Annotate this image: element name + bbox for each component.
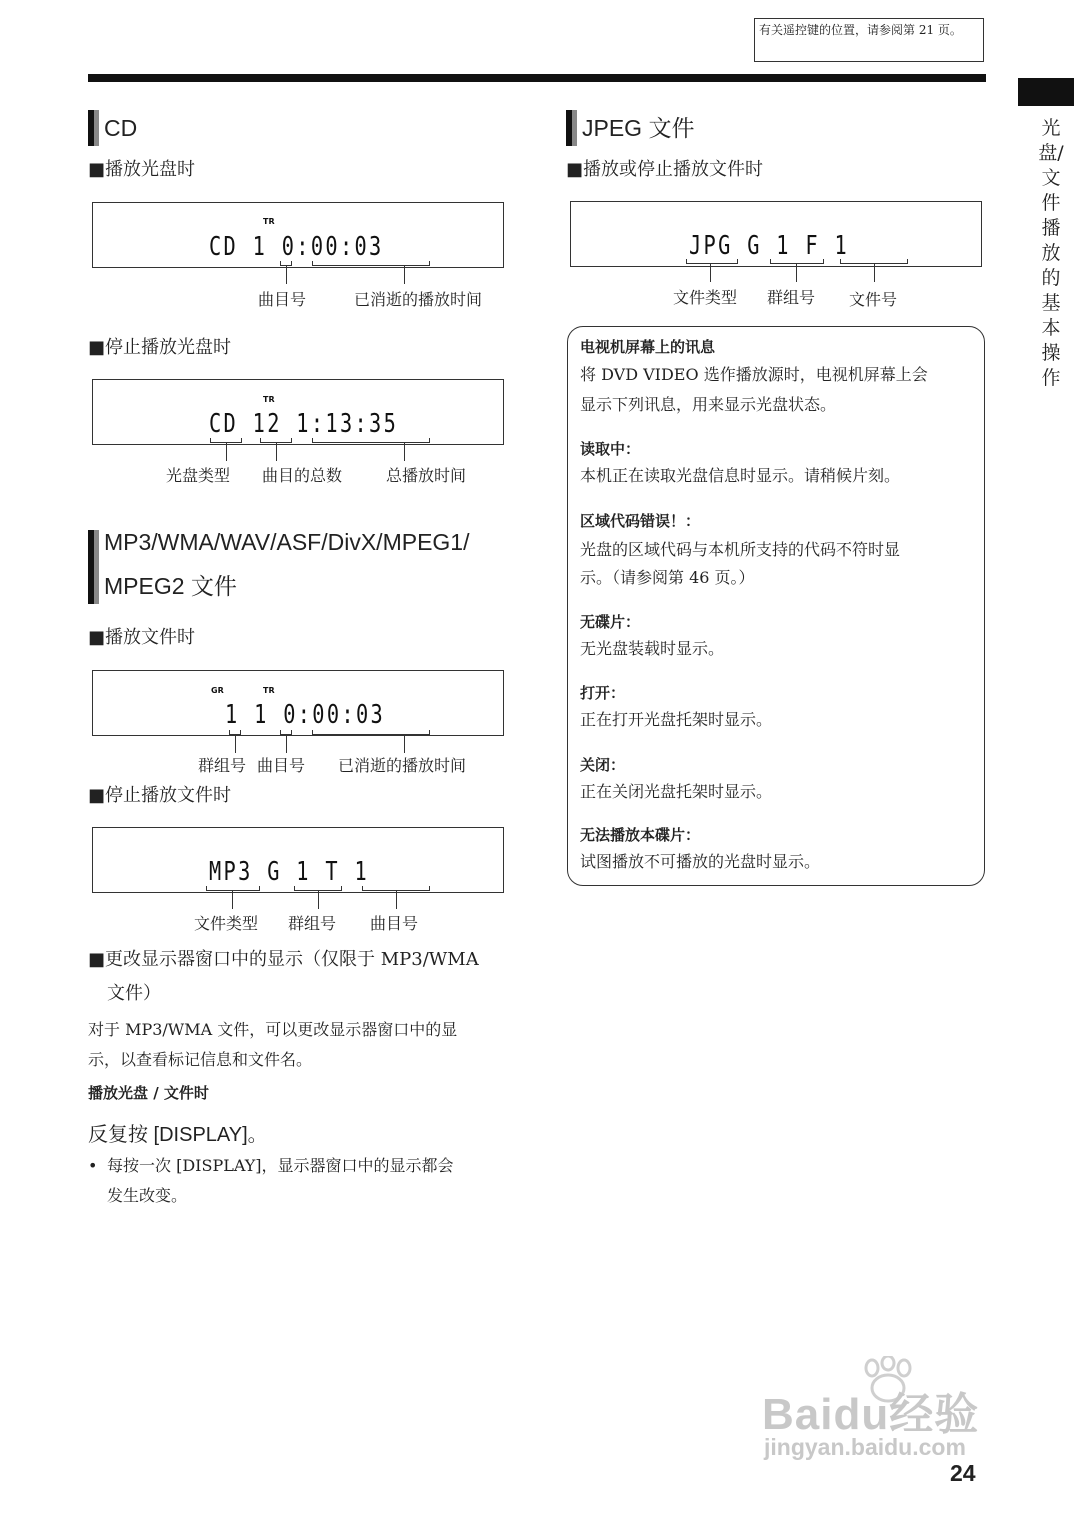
tv-intro-line2: 显示下列讯息，用来显示光盘状态。 <box>580 395 837 414</box>
leader-line <box>286 735 287 753</box>
label-total-tracks: 曲目的总数 <box>262 466 343 485</box>
display-readout: CD 12 1:13:35 <box>209 409 399 439</box>
section-title-line1: MP3/WMA/WAV/ASF/DivX/MPEG1/ <box>104 529 470 555</box>
leader-line <box>404 266 405 284</box>
msg-desc-reading: 本机正在读取光盘信息时显示。请稍候片刻。 <box>580 466 901 485</box>
tv-intro-line1: 将 DVD VIDEO 选作播放源时，电视机屏幕上会 <box>580 365 928 384</box>
label-track-number: 曲目号 <box>257 756 306 775</box>
top-rule <box>88 74 986 82</box>
display-readout: 1 1 0:00:03 <box>225 700 386 730</box>
display-jpeg <box>570 201 982 267</box>
section-title-line2: MPEG2 文件 <box>104 573 237 599</box>
msg-desc-close: 正在关闭光盘托架时显示。 <box>580 782 773 801</box>
leader-line <box>874 264 875 282</box>
page-number: 24 <box>950 1460 976 1486</box>
label-file-type: 文件类型 <box>194 914 259 933</box>
section-title-cd <box>88 106 137 150</box>
label-elapsed-time: 已消逝的播放时间 <box>354 290 483 309</box>
leader-line <box>404 735 405 753</box>
label-total-time: 总播放时间 <box>386 466 467 485</box>
label-disc-type: 光盘类型 <box>166 466 231 485</box>
tv-messages-title: 电视机屏幕上的讯息 <box>580 338 716 356</box>
leader-line <box>396 891 397 909</box>
leader-line <box>318 891 319 909</box>
bullet-line1: 每按一次 [DISPLAY]，显示器窗口中的显示都会 <box>107 1156 454 1175</box>
bracket <box>312 730 430 735</box>
leader-line <box>226 443 227 461</box>
page-reference-note: 有关遥控键的位置，请参阅第 21 页。 <box>754 18 984 62</box>
section-title-mp3 <box>88 520 469 608</box>
leader-line <box>232 891 233 909</box>
heading-jpeg: ■播放或停止播放文件时 <box>566 159 764 180</box>
bracket <box>312 261 430 266</box>
heading-mp3-stopped: ■停止播放文件时 <box>88 785 232 806</box>
step-instruction: 反复按 [DISPLAY]。 <box>88 1124 268 1146</box>
leader-line <box>404 443 405 461</box>
leader-line <box>796 264 797 282</box>
msg-name-open: 打开： <box>580 684 626 702</box>
msg-desc-open: 正在打开光盘托架时显示。 <box>580 710 773 729</box>
section-bar <box>566 110 577 146</box>
bracket <box>686 259 738 264</box>
msg-desc-no-disc: 无光盘装载时显示。 <box>580 639 725 658</box>
leader-line <box>286 266 287 284</box>
msg-desc-region-error-1: 光盘的区域代码与本机所支持的代码不符时显 <box>580 540 901 559</box>
display-readout: MP3 G 1 T 1 <box>209 857 370 887</box>
bracket <box>206 886 260 891</box>
section-title-text: CD <box>104 115 138 141</box>
change-body-line1: 对于 MP3/WMA 文件，可以更改显示器窗口中的显 <box>88 1020 458 1039</box>
heading-change-display-cont: 文件） <box>107 983 161 1004</box>
section-title-text: JPEG 文件 <box>582 115 695 141</box>
label-group-number: 群组号 <box>198 756 247 775</box>
watermark-brand: Baidu经验 <box>762 1390 980 1439</box>
heading-cd-stopped: ■停止播放光盘时 <box>88 337 232 358</box>
bullet-dot: • <box>88 1156 98 1175</box>
msg-name-no-disc: 无碟片： <box>580 613 641 631</box>
display-readout: JPG G 1 F 1 <box>689 231 850 261</box>
msg-name-reading: 读取中： <box>580 440 641 458</box>
label-file-type: 文件类型 <box>673 288 738 307</box>
display-mp3-playing <box>92 670 504 736</box>
indicator-tr: TR <box>263 395 275 404</box>
label-track-number: 曲目号 <box>258 290 307 309</box>
section-bar <box>88 110 99 146</box>
bracket <box>770 259 824 264</box>
indicator-gr: GR <box>211 686 224 695</box>
watermark-url: jingyan.baidu.com <box>764 1434 966 1460</box>
msg-desc-unplayable: 试图播放不可播放的光盘时显示。 <box>580 852 821 871</box>
leader-line <box>710 264 711 282</box>
label-group-number: 群组号 <box>767 288 816 307</box>
label-elapsed-time: 已消逝的播放时间 <box>338 756 467 775</box>
label-track-number: 曲目号 <box>370 914 419 933</box>
display-cd-stopped <box>92 379 504 445</box>
leader-line <box>235 735 236 753</box>
msg-desc-region-error-2: 示。（请参阅第 46 页。） <box>580 568 755 587</box>
indicator-tr: TR <box>263 686 275 695</box>
bracket <box>312 438 430 443</box>
msg-name-region-error: 区域代码错误！： <box>580 512 701 530</box>
label-group-number: 群组号 <box>288 914 337 933</box>
display-mp3-stopped <box>92 827 504 893</box>
display-cd-playing <box>92 202 504 268</box>
section-title-jpeg <box>566 106 694 150</box>
side-tab-label: 光盘/文件播放的基本操作 <box>1038 117 1064 389</box>
heading-change-display: ■更改显示器窗口中的显示（仅限于 MP3/WMA <box>88 949 479 970</box>
change-body-line2: 示，以查看标记信息和文件名。 <box>88 1050 313 1069</box>
msg-name-unplayable: 无法播放本碟片： <box>580 826 701 844</box>
heading-mp3-playing: ■播放文件时 <box>88 627 196 648</box>
section-bar <box>88 530 99 604</box>
heading-cd-playing: ■播放光盘时 <box>88 159 196 180</box>
label-file-number: 文件号 <box>849 290 898 309</box>
bullet-line2: 发生改变。 <box>107 1186 188 1205</box>
mode-label: 播放光盘 / 文件时 <box>88 1084 209 1102</box>
display-readout: CD 1 0:00:03 <box>209 232 384 262</box>
leader-line <box>276 443 277 461</box>
msg-name-close: 关闭： <box>580 756 626 774</box>
side-tab-block <box>1018 78 1074 106</box>
indicator-tr: TR <box>263 217 275 226</box>
